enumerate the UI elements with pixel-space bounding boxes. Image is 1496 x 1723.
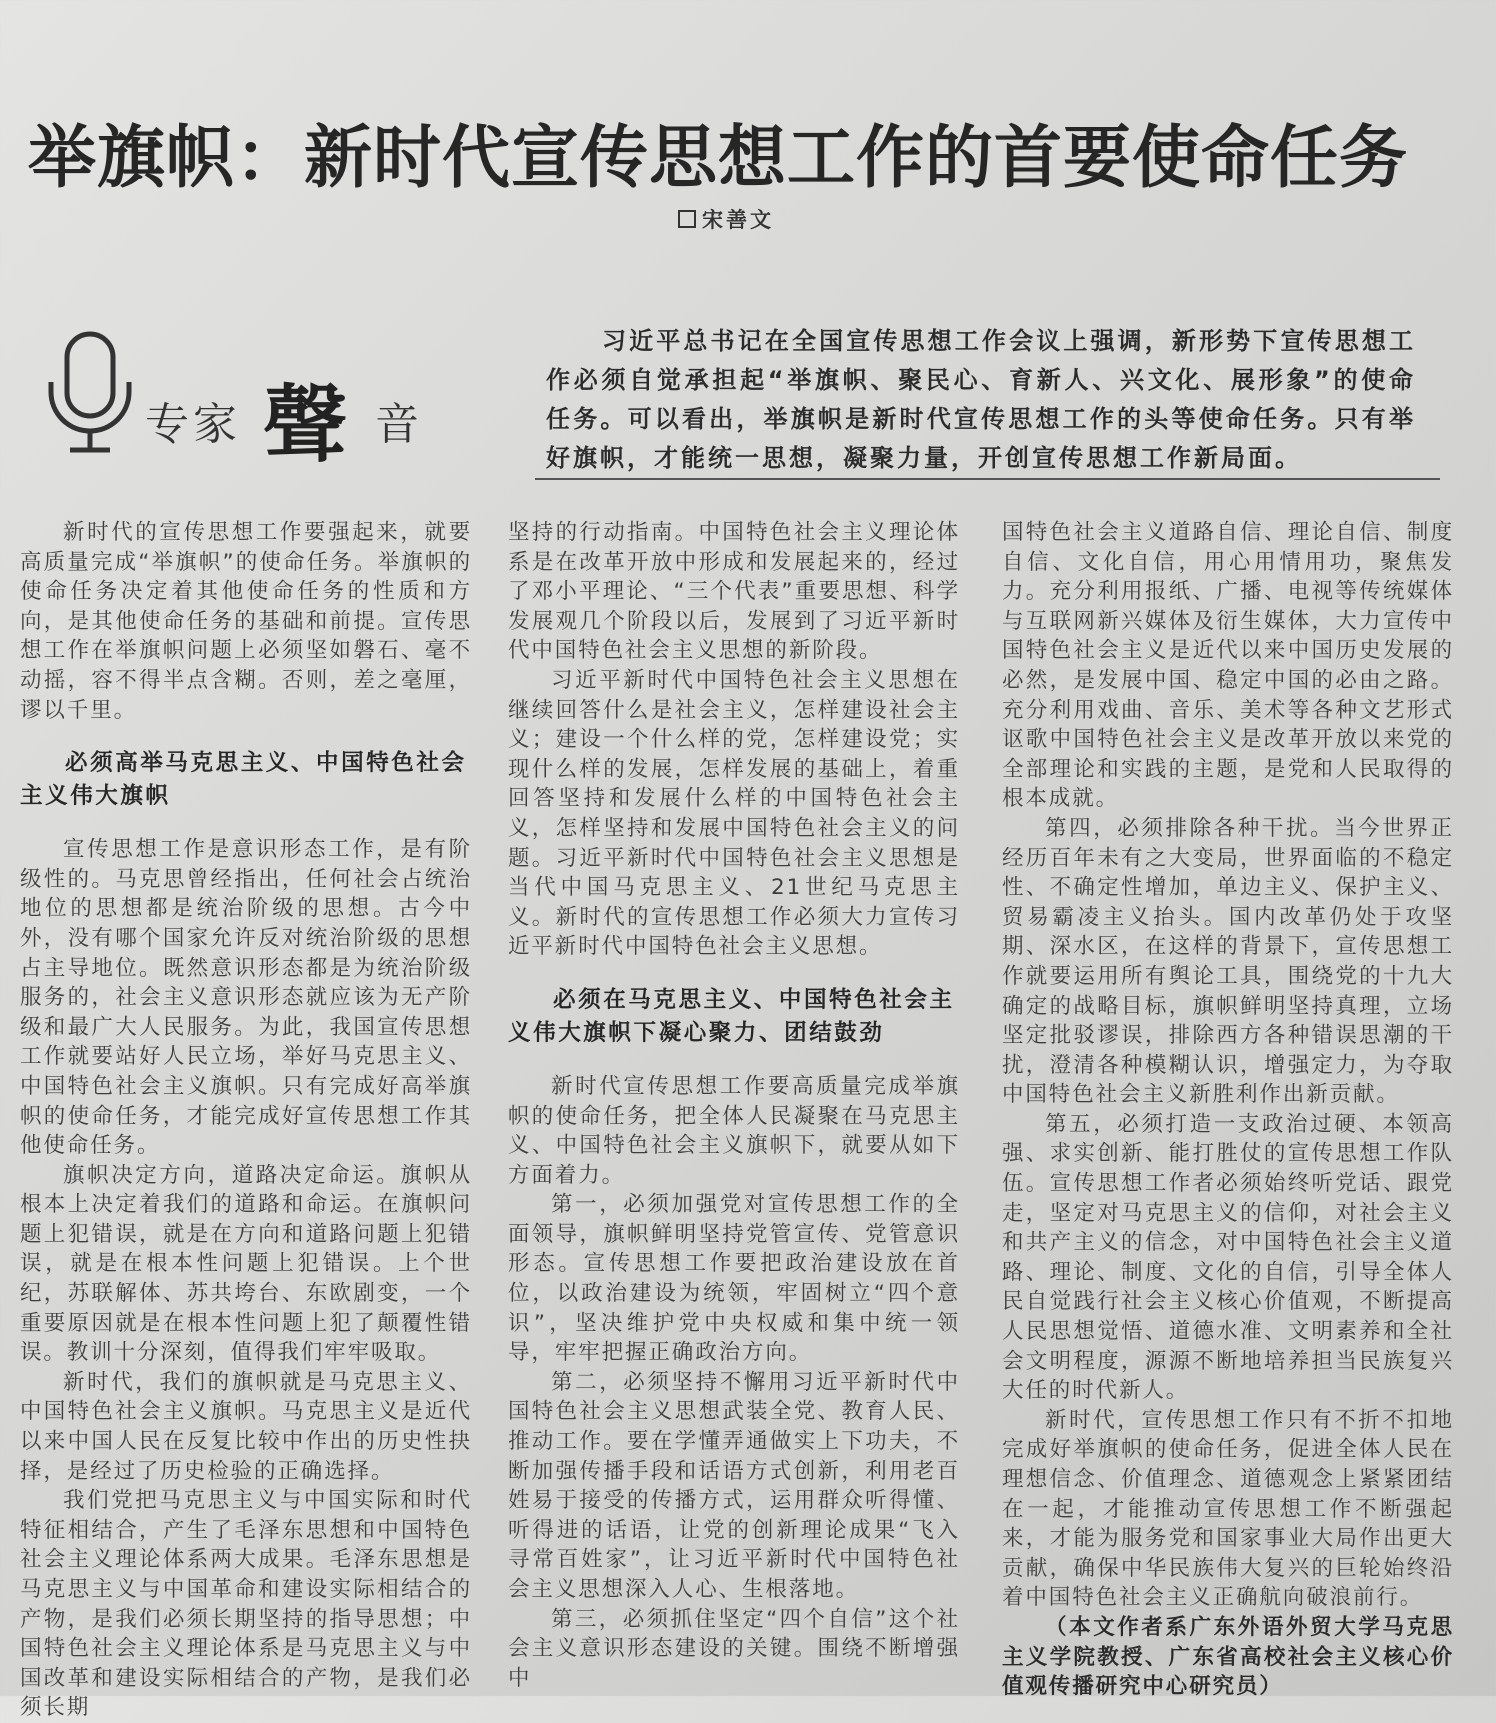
paragraph: 新时代宣传思想工作要高质量完成举旗帜的使命任务，把全体人民凝聚在马克思主义、中国特色社会主义旗帜下，就要从如下方面着力。: [508, 1073, 960, 1188]
paragraph: 第五，必须打造一支政治过硬、本领高强、求实创新、能打胜仗的宣传思想工作队伍。宣传思想工作者必须始终听党话、跟党走，坚定对马克思主义的信仰，对社会主义和共产主义的信念，对中国特色社会主义道路、理论、制度、文化的自信，引导全体人民自觉践行社会主义核心价值观，不断提高人民思想觉悟、道德水准、文明素养和全社会文明程度，源源不断地培养担当民族复兴大任的时代新人。: [1002, 1111, 1454, 1404]
author: 宋善文: [702, 208, 774, 232]
paragraph: 新时代，宣传思想工作只有不折不扣地完成好举旗帜的使命任务，促进全体人民在理想信念、价值理念、道德观念上紧紧团结在一起，才能推动宣传思想工作不断强起来，才能为服务党和国家事业大局作出更大贡献，确保中华民族伟大复兴的巨轮始终沿着中国特色社会主义正确航向破浪前行。: [1002, 1407, 1454, 1611]
logo-label: 专家: [145, 399, 241, 450]
logo-big-char: 聲: [263, 375, 348, 474]
paragraph: 新时代，我们的旗帜就是马克思主义、中国特色社会主义旗帜。马克思主义是近代以来中国人民在反复比较中作出的历史性抉择，是经过了历史检验的正确选择。: [20, 1369, 472, 1484]
paragraph: 宣传思想工作是意识形态工作，是有阶级性的。马克思曾经指出，任何社会占统治地位的思想都是统治阶级的思想。古今中外，没有哪个国家允许反对统治阶级的思想占主导地位。既然意识形态都是为统治阶级服务的，社会主义意识形态就应该为无产阶级和最广大人民服务。为此，我国宣传思想工作就要站好人民立场，举好马克思主义、中国特色社会主义旗帜。只有完成好高举旗帜的使命任务，才能完成好宣传思想工作其他使命任务。: [20, 837, 472, 1159]
square-icon: [678, 210, 696, 228]
microphone-icon: [45, 330, 135, 460]
logo-tail-char: 音: [375, 399, 419, 450]
section-heading: 必须在马克思主义、中国特色社会主义伟大旗帜下凝心聚力、团结鼓劲: [508, 986, 955, 1046]
byline: [678, 204, 774, 234]
paragraph: 习近平新时代中国特色社会主义思想在继续回答什么是社会主义，怎样建设社会主义；建设一个什么样的党，怎样建设党；实现什么样的发展，怎样发展的基础上，着重回答坚持和发展什么样的中国特色社会主义，怎样坚持和发展中国特色社会主义的问题。习近平新时代中国特色社会主义思想是当代中国马克思主义、21世纪马克思主义。新时代的宣传思想工作必须大力宣传习近平新时代中国特色社会主义思想。: [508, 667, 960, 960]
column-logo: [45, 330, 435, 474]
column-3: [1002, 518, 1454, 1702]
divider: [535, 478, 1440, 480]
author-note: （本文作者系广东外语外贸大学马克思主义学院教授、广东省高校社会主义核心价值观传播研究中心研究员）: [1002, 1614, 1454, 1700]
paragraph: 国特色社会主义道路自信、理论自信、制度自信、文化自信，用心用情用功，聚焦发力。充分利用报纸、广播、电视等传统媒体与互联网新兴媒体及衍生媒体，大力宣传中国特色社会主义是近代以来中国历史发展的必然，是发展中国、稳定中国的必由之路。充分利用戏曲、音乐、美术等各种文艺形式讴歌中国特色社会主义是改革开放以来党的全部理论和实践的主题，是党和人民取得的根本成就。: [1002, 520, 1454, 812]
intro-lead: 习近平总书记在全国宣传思想工作会议上强调，新形势下宣传思想工作必须自觉承担起“举旗帜、聚民心、育新人、兴文化、展形象”的使命任务。可以看出，举旗帜是新时代宣传思想工作的头等使命任务。只有举好旗帜，才能统一思想，凝聚力量，开创宣传思想工作新局面。: [546, 327, 1416, 472]
article-title: 举旗帜：新时代宣传思想工作的首要使命任务: [28, 118, 1409, 198]
column-1: [20, 518, 472, 1723]
section-heading: 必须高举马克思主义、中国特色社会主义伟大旗帜: [20, 750, 467, 810]
paragraph: 坚持的行动指南。中国特色社会主义理论体系是在改革开放中形成和发展起来的，经过了邓小平理论、“三个代表”重要思想、科学发展观几个阶段以后，发展到了习近平新时代中国特色社会主义思想的新阶段。: [508, 520, 960, 664]
paragraph: 我们党把马克思主义与中国实际和时代特征相结合，产生了毛泽东思想和中国特色社会主义理论体系两大成果。毛泽东思想是马克思主义与中国革命和建设实际相结合的产物，是我们必须长期坚持的指导思想；中国特色社会主义理论体系是马克思主义与中国改革和建设实际相结合的产物，是我们必须长期: [20, 1488, 472, 1721]
paragraph: 新时代的宣传思想工作要强起来，就要高质量完成“举旗帜”的使命任务。举旗帜的使命任务决定着其他使命任务的性质和方向，是其他使命任务的基础和前提。宣传思想工作在举旗帜问题上必须坚如磐石、毫不动摇，容不得半点含糊。否则，差之毫厘，谬以千里。: [20, 520, 472, 723]
paragraph: 第四，必须排除各种干扰。当今世界正经历百年未有之大变局，世界面临的不稳定性、不确定性增加，单边主义、保护主义、贸易霸凌主义抬头。国内改革仍处于攻坚期、深水区，在这样的背景下，宣传思想工作就要运用所有舆论工具，围绕党的十九大确定的战略目标，旗帜鲜明坚持真理，立场坚定批驳谬误，排除西方各种错误思潮的干扰，澄清各种模糊认识，增强定力，为夺取中国特色社会主义新胜利作出新贡献。: [1002, 815, 1454, 1108]
paragraph: 第二，必须坚持不懈用习近平新时代中国特色社会主义思想武装全党、教育人民、推动工作。要在学懂弄通做实上下功夫，不断加强传播手段和话语方式创新，利用老百姓易于接受的传播方式，运用群众听得懂、听得进的话语，让党的创新理论成果“飞入寻常百姓家”，让习近平新时代中国特色社会主义思想深入人心、生根落地。: [508, 1369, 960, 1602]
paragraph: 第三，必须抓住坚定“四个自信”这个社会主义意识形态建设的关键。围绕不断增强中: [508, 1606, 960, 1691]
paragraph: 第一，必须加强党对宣传思想工作的全面领导，旗帜鲜明坚持党管宣传、党管意识形态。宣传思想工作要把政治建设放在首位，以政治建设为统领，牢固树立“四个意识”，坚决维护党中央权威和集中统一领导，牢牢把握正确政治方向。: [508, 1192, 960, 1366]
paragraph: 旗帜决定方向，道路决定命运。旗帜从根本上决定着我们的道路和命运。在旗帜问题上犯错误，就是在方向和道路问题上犯错误，就是在根本性问题上犯错误。上个世纪，苏联解体、苏共垮台、东欧剧变，一个重要原因就是在根本性问题上犯了颠覆性错误。教训十分深刻，值得我们牢牢吸取。: [20, 1162, 472, 1366]
column-2: [508, 518, 960, 1693]
